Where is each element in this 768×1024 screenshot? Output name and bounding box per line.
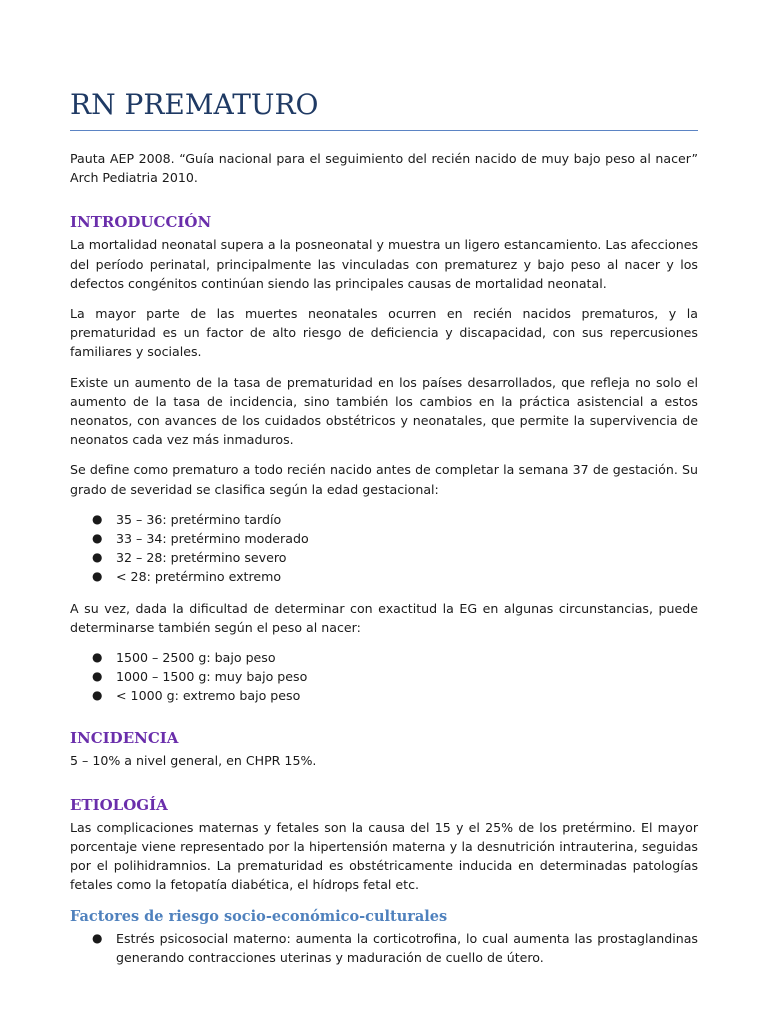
intro-paragraph-4: Se define como prematuro a todo recién nacido antes de completar la semana 37 de gestación. Su grado de severidad se clasifica según la edad gestacional: [70, 462, 698, 497]
list-item: ● 32 – 28: pretérmino severo [70, 548, 698, 567]
section-heading-etiologia: ETIOLOGÍA [70, 795, 168, 814]
list-item: ● 1000 – 1500 g: muy bajo peso [70, 667, 698, 686]
bullet-icon: ● [92, 688, 103, 703]
incidencia-paragraph: 5 – 10% a nivel general, en CHPR 15%. [70, 752, 317, 768]
document-title: RN PREMATURO [70, 88, 319, 121]
intro-paragraph-3: Existe un aumento de la tasa de prematuridad en los países desarrollados, que refleja no solo el aumento de la tasa de incidencia, sino también los cambios en la práctica asistencial a estos neonatos, con avances de los cuidados obstétricos y neonatales, que permite la supervivencia de neonatos cada vez más inmaduros. [70, 374, 698, 448]
list-item: ● 35 – 36: pretérmino tardío [70, 510, 698, 529]
section-heading-introduccion: INTRODUCCIÓN [70, 213, 212, 232]
risk-factors-list [70, 929, 698, 967]
list-item: ● 33 – 34: pretérmino moderado [70, 529, 698, 548]
intro-paragraph-2: La mayor parte de las muertes neonatales ocurren en recién nacidos prematuros, y la prematuridad es un factor de alto riesgo de deficiencia y discapacidad, con sus repercusiones familiares y sociales. [70, 306, 698, 360]
bullet-icon: ● [92, 930, 103, 945]
section-heading-incidencia: INCIDENCIA [70, 728, 179, 747]
reference-paragraph: Pauta AEP 2008. “Guía nacional para el seguimiento del recién nacido de muy bajo peso al nacer” Arch Pediatria 2010. [70, 151, 698, 186]
bullet-icon: ● [92, 569, 103, 584]
subsection-heading-factores: Factores de riesgo socio-económico-culturales [70, 907, 448, 925]
intro-paragraph-1: La mortalidad neonatal supera a la posneonatal y muestra un ligero estancamiento. Las afecciones del período perinatal, principalmente las vinculadas con prematurez y bajo peso al nacer y los defectos congénitos continúan siendo las principales causas de mortalidad neonatal. [70, 237, 698, 291]
bullet-icon: ● [92, 650, 103, 665]
etiologia-paragraph: Las complicaciones maternas y fetales son la causa del 15 y el 25% de los pretérmino. El mayor porcentaje viene representado por la hipertensión materna y la desnutrición intrauterina, seguidas por el polihidramnios. La prematuridad es obstétricamente inducida en determinadas patologías fetales como la fetopatía diabética, el hídrops fetal etc. [70, 819, 698, 893]
list-item: ● < 28: pretérmino extremo [70, 567, 698, 586]
list-item: ● Estrés psicosocial materno: aumenta la corticotrofina, lo cual aumenta las prostaglandinas generando contracciones uterinas y maduración de cuello de útero. [92, 930, 698, 965]
title-divider [70, 130, 698, 131]
birth-weight-list [70, 648, 698, 706]
weight-intro-paragraph: A su vez, dada la dificultad de determinar con exactitud la EG en algunas circunstancias, puede determinarse también según el peso al nacer: [70, 600, 698, 635]
list-item: ● < 1000 g: extremo bajo peso [70, 686, 698, 705]
bullet-icon: ● [92, 531, 103, 546]
list-item: ● 1500 – 2500 g: bajo peso [70, 648, 698, 667]
bullet-icon: ● [92, 669, 103, 684]
bullet-icon: ● [92, 511, 103, 526]
document-content [70, 86, 698, 979]
gestational-age-list [70, 510, 698, 587]
bullet-icon: ● [92, 550, 103, 565]
